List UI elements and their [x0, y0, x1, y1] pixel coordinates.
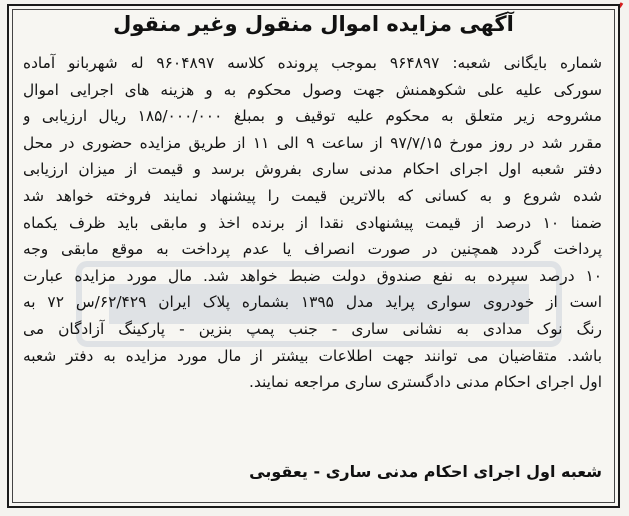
notice-line: رنگ نوک مدادی به نشانی ساری - جنب پمپ بنزین - پارکینگ آزادگان می: [23, 319, 602, 338]
notice-line: شماره بایگانی شعبه: ۹۶۴۸۹۷ بموجب پرونده کلاسه ۹۶۰۴۸۹۷ له شهربانو آماده: [23, 54, 602, 72]
notice-line: است از خودروی سواری پراید مدل ۱۳۹۵ بشماره پلاک ایران ۶۲/۴۲۹/س ۷۲ به: [23, 293, 602, 312]
notice-frame: [7, 4, 620, 508]
notice-line: سورکی علیه علی شکوهمنش جهت وصول محکوم به و هزینه های اجرایی اموال: [23, 80, 602, 99]
notice-line: ضمنا ۱۰ درصد از قیمت پیشنهادی نقدا از برنده اخذ و مابقی باید ظرف یکماه: [23, 213, 602, 232]
notice-line: پرداخت گردد همچنین در صورت انصراف یا عدم پرداخت به موقع مابقی وجه: [23, 240, 602, 259]
notice-line: دفتر شعبه اول اجرای احکام مدنی ساری بفروش برسد و قیمت از میزان ارزیابی: [23, 160, 602, 179]
notice-line: شده شروع و به کسانی که بالاترین قیمت را پیشنهاد نمایند فروخته خواهد شد: [23, 186, 602, 205]
signature: شعبه اول اجرای احکام مدنی ساری - یعقوبی: [249, 462, 602, 481]
notice-line: ۱۰ درصد سپرده به نفع صندوق دولت ضبط خواهد شد. مال مورد مزایده عبارت: [23, 266, 602, 285]
notice-line: مقرر شد در روز مورخ ۹۷/۷/۱۵ از ساعت ۹ الی ۱۱ از طریق مزایده حضوری در محل: [23, 133, 602, 152]
notice-line: اول اجرای احکام مدنی دادگستری ساری مراجعه نمایند.: [249, 373, 602, 392]
notice-line: باشد. متقاضیان می توانند جهت اطلاعات بیشتر از مال مورد مزایده به دفتر شعبه: [23, 346, 602, 365]
notice-body: [23, 50, 602, 396]
notice-title: آگهی مزایده اموال منقول وغیر منقول: [113, 12, 514, 36]
notice-line: مشروحه زیر متعلق به محکوم علیه توقیف و بمبلغ ۱۸۵/۰۰۰/۰۰۰ ریال ارزیابی و: [23, 107, 602, 126]
